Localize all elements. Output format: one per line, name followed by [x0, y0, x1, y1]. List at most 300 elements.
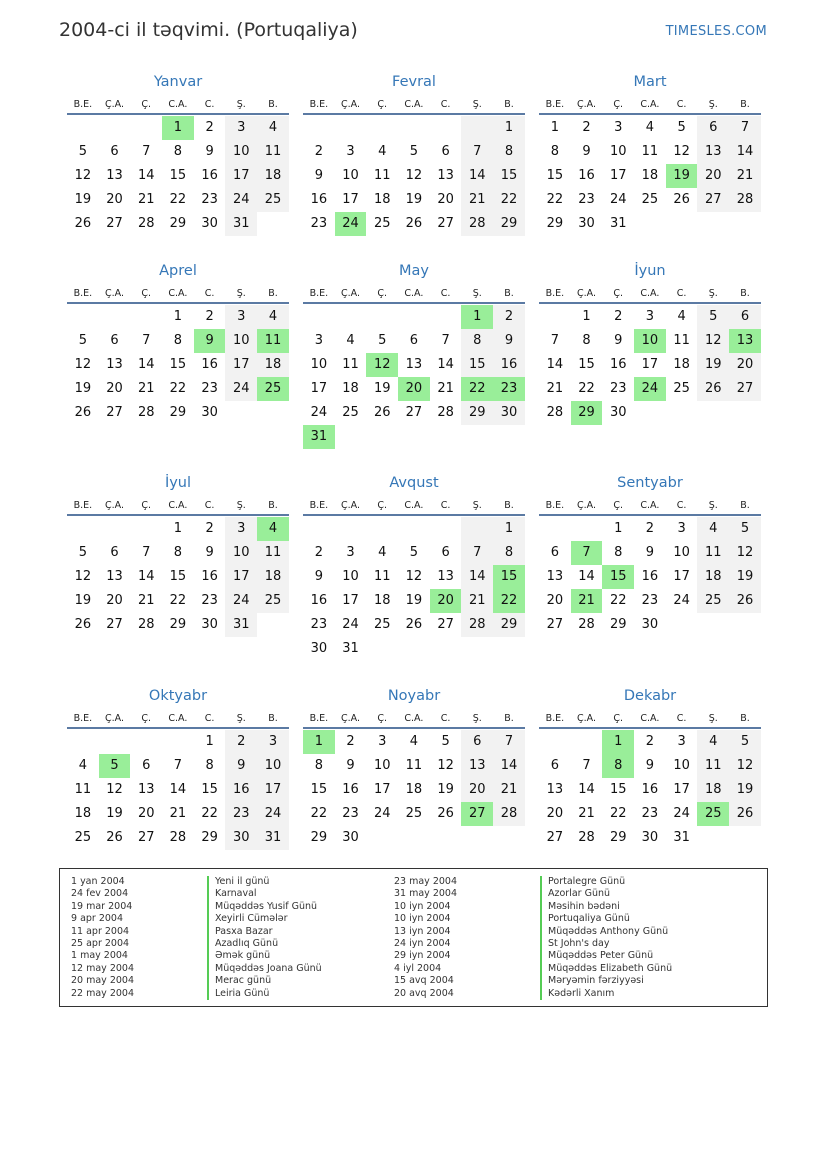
empty-cell: [130, 116, 162, 140]
empty-cell: [335, 305, 367, 329]
day-cell: 23: [641, 806, 659, 821]
day-cell: 4: [677, 309, 686, 324]
day-grid: [539, 730, 761, 850]
holiday-day-cell: 7: [571, 541, 603, 565]
day-cell: 14: [137, 569, 155, 584]
weekday-label: Ş.: [472, 288, 482, 299]
holiday-day-cell: 5: [99, 754, 131, 778]
day-cell: 5: [409, 545, 419, 560]
day-cell: 8: [173, 333, 183, 348]
day-cell: 7: [441, 333, 450, 348]
day-cell: 27: [546, 830, 564, 845]
day-cell: 24: [257, 802, 289, 826]
day-grid: [303, 730, 525, 850]
day-cell: 5: [409, 144, 419, 159]
day-cell: 13: [137, 782, 155, 797]
day-cell: 11: [673, 333, 690, 348]
empty-cell: [571, 517, 603, 541]
day-cell: 2: [493, 305, 525, 329]
day-cell: 17: [609, 168, 627, 183]
day-cell: 21: [437, 381, 454, 396]
empty-cell: [99, 116, 131, 140]
day-cell: 16: [201, 357, 218, 372]
weekday-label: Ç.: [613, 99, 624, 110]
weekday-label: Ş.: [708, 500, 718, 511]
day-cell: 9: [493, 329, 525, 353]
day-cell: 10: [225, 329, 257, 353]
day-cell: 14: [461, 565, 493, 589]
day-cell: 30: [342, 830, 359, 845]
holiday-day-cell: 20: [398, 377, 430, 401]
day-cell: 31: [609, 216, 627, 231]
page-title: 2004-ci il təqvimi. (Portuqaliya): [59, 19, 358, 41]
holiday-name: Pasxa Bazar: [207, 926, 322, 938]
day-cell: 3: [677, 521, 686, 536]
day-cell: 8: [550, 144, 559, 159]
day-cell: 30: [493, 401, 525, 425]
day-cell: 3: [645, 309, 655, 324]
day-cell: 29: [461, 401, 493, 425]
day-cell: 24: [225, 589, 257, 613]
day-cell: 4: [257, 305, 289, 329]
day-cell: 13: [437, 168, 454, 183]
weekday-label: B.E.: [545, 713, 565, 724]
day-cell: 21: [461, 188, 493, 212]
weekday-header: [303, 95, 525, 115]
month-name: Yanvar: [153, 74, 203, 90]
day-cell: 11: [257, 541, 289, 565]
day-cell: 30: [201, 617, 218, 632]
month-name: Fevral: [392, 74, 436, 90]
day-cell: 6: [729, 305, 761, 329]
day-cell: 24: [609, 192, 627, 207]
empty-cell: [366, 517, 398, 541]
day-cell: 18: [373, 192, 391, 207]
day-cell: 6: [461, 730, 493, 754]
day-cell: 18: [641, 168, 659, 183]
day-cell: 6: [110, 545, 119, 560]
day-cell: 30: [225, 826, 257, 850]
empty-cell: [571, 730, 603, 754]
holiday-day-cell: 25: [697, 802, 729, 826]
weekday-label: C.A.: [640, 99, 660, 110]
day-cell: 2: [225, 730, 257, 754]
day-cell: 8: [314, 758, 323, 773]
holiday-day-cell: 15: [493, 565, 525, 589]
empty-cell: [430, 517, 462, 541]
day-cell: 7: [142, 545, 151, 560]
holiday-name: Əmək günü: [207, 950, 322, 962]
weekday-label: C.: [676, 500, 687, 511]
weekday-label: Ş.: [708, 288, 718, 299]
day-cell: 4: [257, 116, 289, 140]
empty-cell: [335, 517, 367, 541]
day-cell: 25: [641, 192, 659, 207]
day-cell: 14: [137, 357, 155, 372]
day-cell: 23: [578, 192, 595, 207]
day-cell: 20: [137, 806, 155, 821]
day-cell: 4: [697, 730, 729, 754]
weekday-label: B.: [268, 288, 278, 299]
empty-cell: [398, 517, 430, 541]
day-cell: 13: [405, 357, 423, 372]
empty-cell: [130, 305, 162, 329]
day-cell: 28: [137, 216, 155, 231]
day-cell: 9: [314, 569, 323, 584]
holiday-day-cell: 12: [366, 353, 398, 377]
weekday-label: C.A.: [404, 500, 424, 511]
day-cell: 24: [310, 405, 328, 420]
day-cell: 3: [314, 333, 323, 348]
weekday-label: Ç.: [141, 500, 152, 511]
day-cell: 4: [378, 144, 387, 159]
day-cell: 27: [729, 377, 761, 401]
weekday-label: B.E.: [309, 713, 329, 724]
holiday-list: [59, 868, 768, 1007]
day-cell: 14: [137, 168, 155, 183]
day-cell: 15: [609, 782, 627, 797]
day-cell: 25: [74, 830, 92, 845]
day-cell: 28: [169, 830, 187, 845]
weekday-label: Ç.A.: [105, 99, 125, 110]
day-grid: [303, 517, 525, 661]
day-cell: 3: [677, 734, 686, 749]
day-cell: 20: [697, 164, 729, 188]
day-cell: 3: [346, 144, 355, 159]
holiday-date: 12 may 2004: [71, 962, 135, 974]
day-cell: 9: [314, 168, 323, 183]
day-cell: 14: [578, 569, 595, 584]
day-cell: 26: [437, 806, 454, 821]
month-name: May: [399, 263, 429, 279]
day-cell: 18: [697, 565, 729, 589]
weekday-header: [67, 709, 289, 729]
holiday-name: Məsihin bədəni: [540, 901, 672, 913]
day-cell: 28: [493, 802, 525, 826]
day-cell: 30: [310, 641, 328, 656]
day-cell: 13: [461, 754, 493, 778]
weekday-label: B.E.: [545, 99, 565, 110]
month-name: Oktyabr: [148, 688, 208, 704]
empty-cell: [398, 305, 430, 329]
holiday-day-cell: 23: [493, 377, 525, 401]
day-cell: 23: [310, 216, 328, 231]
day-cell: 15: [578, 357, 595, 372]
day-cell: 1: [614, 521, 623, 536]
day-cell: 23: [201, 593, 218, 608]
day-cell: 22: [546, 192, 564, 207]
weekday-label: C.: [204, 99, 215, 110]
holiday-name: Müqəddəs Anthony Günü: [540, 926, 672, 938]
day-cell: 30: [201, 216, 218, 231]
day-cell: 22: [493, 188, 525, 212]
holiday-day-cell: 1: [162, 116, 194, 140]
weekday-label: Ç.: [377, 288, 388, 299]
holiday-names-col-1: [207, 876, 322, 1000]
day-cell: 19: [697, 353, 729, 377]
weekday-label: Ç.A.: [105, 288, 125, 299]
day-cell: 5: [697, 305, 729, 329]
day-cell: 23: [225, 802, 257, 826]
day-cell: 16: [493, 353, 525, 377]
day-cell: 31: [342, 641, 359, 656]
weekday-label: B.E.: [73, 500, 93, 511]
day-cell: 8: [493, 140, 525, 164]
holiday-day-cell: 24: [634, 377, 666, 401]
day-cell: 2: [205, 521, 214, 536]
day-cell: 4: [645, 120, 655, 135]
weekday-label: C.A.: [168, 713, 188, 724]
day-cell: 6: [697, 116, 729, 140]
weekday-label: B.: [268, 99, 278, 110]
weekday-label: Ç.: [613, 500, 624, 511]
day-cell: 10: [373, 758, 391, 773]
holiday-day-cell: 25: [257, 377, 289, 401]
holiday-name: Yeni il günü: [207, 876, 322, 888]
weekday-header: [539, 95, 761, 115]
day-cell: 2: [314, 545, 323, 560]
day-cell: 15: [310, 782, 328, 797]
day-cell: 22: [169, 381, 187, 396]
holiday-day-cell: 13: [729, 329, 761, 353]
day-cell: 20: [546, 593, 564, 608]
holiday-day-cell: 19: [666, 164, 698, 188]
day-cell: 11: [697, 754, 729, 778]
day-cell: 5: [378, 333, 387, 348]
holiday-date: 10 iyn 2004: [394, 900, 451, 912]
weekday-label: Ç.A.: [577, 713, 597, 724]
weekday-label: C.A.: [168, 99, 188, 110]
weekday-header: [539, 284, 761, 304]
weekday-label: B.E.: [73, 713, 93, 724]
day-grid: [67, 730, 289, 850]
day-cell: 16: [310, 192, 328, 207]
holiday-date: 29 iyn 2004: [394, 950, 451, 962]
day-cell: 21: [169, 806, 187, 821]
day-cell: 25: [342, 405, 359, 420]
holiday-date: 23 may 2004: [394, 876, 458, 887]
month-name: Sentyabr: [617, 475, 683, 491]
weekday-label: B.: [740, 500, 750, 511]
weekday-label: C.A.: [640, 500, 660, 511]
day-cell: 11: [641, 144, 659, 159]
day-cell: 28: [578, 617, 595, 632]
empty-cell: [461, 116, 493, 140]
holiday-name: Portuqaliya Günü: [540, 913, 672, 925]
empty-cell: [539, 517, 571, 541]
day-cell: 14: [437, 357, 454, 372]
day-cell: 9: [645, 545, 655, 560]
holiday-date: 20 avq 2004: [394, 987, 454, 999]
day-cell: 29: [546, 216, 564, 231]
day-cell: 22: [169, 192, 187, 207]
day-cell: 26: [729, 589, 761, 613]
day-cell: 30: [641, 830, 659, 845]
day-cell: 24: [373, 806, 391, 821]
day-cell: 29: [201, 830, 218, 845]
month-name: Avqust: [389, 475, 439, 491]
day-cell: 18: [74, 806, 92, 821]
day-cell: 17: [225, 353, 257, 377]
weekday-label: B.E.: [73, 99, 93, 110]
day-cell: 27: [106, 405, 123, 420]
day-cell: 6: [550, 758, 559, 773]
weekday-label: Ş.: [236, 288, 246, 299]
weekday-label: C.: [440, 500, 451, 511]
holiday-names-col-2: [540, 876, 672, 1000]
day-cell: 23: [342, 806, 359, 821]
holiday-day-cell: 21: [571, 589, 603, 613]
month-name: İyun: [634, 263, 666, 279]
day-cell: 11: [342, 357, 359, 372]
weekday-header: [67, 496, 289, 516]
day-cell: 11: [405, 758, 423, 773]
day-cell: 16: [641, 782, 659, 797]
day-cell: 10: [225, 140, 257, 164]
holiday-day-cell: 22: [461, 377, 493, 401]
day-grid: [303, 305, 525, 449]
day-cell: 9: [205, 545, 214, 560]
weekday-label: Ç.A.: [577, 288, 597, 299]
month-name: Mart: [633, 74, 667, 90]
day-cell: 28: [437, 405, 454, 420]
day-cell: 25: [257, 188, 289, 212]
weekday-header: [539, 496, 761, 516]
empty-cell: [67, 305, 99, 329]
day-cell: 27: [106, 216, 123, 231]
day-cell: 15: [461, 353, 493, 377]
weekday-label: C.: [204, 500, 215, 511]
day-cell: 24: [225, 188, 257, 212]
holiday-day-cell: 1: [602, 730, 634, 754]
day-cell: 25: [373, 617, 391, 632]
day-cell: 12: [74, 357, 92, 372]
day-cell: 17: [342, 593, 359, 608]
day-cell: 21: [546, 381, 564, 396]
month-12: [539, 686, 761, 850]
day-cell: 5: [78, 333, 87, 348]
holiday-day-cell: 8: [602, 754, 634, 778]
day-cell: 29: [609, 830, 627, 845]
day-cell: 5: [729, 517, 761, 541]
weekday-label: Ş.: [236, 500, 246, 511]
day-cell: 13: [546, 569, 564, 584]
day-cell: 17: [225, 565, 257, 589]
month-10: [67, 686, 289, 850]
weekday-label: B.E.: [545, 288, 565, 299]
day-cell: 26: [729, 802, 761, 826]
day-cell: 27: [437, 216, 454, 231]
day-cell: 10: [257, 754, 289, 778]
holiday-date: 20 may 2004: [71, 975, 135, 987]
day-cell: 28: [137, 617, 155, 632]
weekday-label: Ç.A.: [105, 500, 125, 511]
day-cell: 30: [641, 617, 659, 632]
day-cell: 26: [74, 405, 92, 420]
day-cell: 15: [169, 569, 187, 584]
weekday-label: C.: [440, 288, 451, 299]
day-cell: 28: [546, 405, 564, 420]
weekday-label: Ç.A.: [341, 99, 361, 110]
empty-cell: [303, 116, 335, 140]
holiday-date: 13 iyn 2004: [394, 925, 451, 937]
day-cell: 26: [74, 216, 92, 231]
weekday-label: Ç.A.: [341, 713, 361, 724]
day-cell: 10: [310, 357, 328, 372]
day-cell: 30: [609, 405, 627, 420]
day-cell: 31: [673, 830, 690, 845]
weekday-header: [539, 709, 761, 729]
holiday-day-cell: 15: [602, 565, 634, 589]
day-cell: 26: [74, 617, 92, 632]
empty-cell: [335, 116, 367, 140]
day-cell: 21: [493, 778, 525, 802]
day-cell: 12: [405, 168, 423, 183]
weekday-label: Ş.: [472, 99, 482, 110]
day-cell: 4: [346, 333, 355, 348]
day-cell: 22: [169, 593, 187, 608]
day-cell: 4: [409, 734, 419, 749]
day-cell: 26: [373, 405, 391, 420]
holiday-name: Azorlar Günü: [540, 888, 672, 900]
weekday-label: Ş.: [236, 99, 246, 110]
holiday-day-cell: 29: [571, 401, 603, 425]
day-cell: 18: [257, 353, 289, 377]
brand-link[interactable]: TIMESLES.COM: [665, 24, 767, 39]
weekday-header: [303, 284, 525, 304]
day-cell: 21: [578, 806, 595, 821]
day-cell: 30: [201, 405, 218, 420]
day-cell: 25: [673, 381, 690, 396]
day-cell: 20: [729, 353, 761, 377]
day-cell: 25: [257, 589, 289, 613]
day-cell: 2: [314, 144, 323, 159]
day-cell: 11: [373, 168, 391, 183]
day-cell: 7: [461, 541, 493, 565]
day-cell: 9: [346, 758, 355, 773]
day-cell: 15: [201, 782, 218, 797]
day-cell: 14: [729, 140, 761, 164]
day-cell: 6: [441, 545, 450, 560]
day-cell: 29: [169, 216, 187, 231]
weekday-label: Ç.: [613, 713, 624, 724]
day-cell: 28: [729, 188, 761, 212]
weekday-label: Ç.: [377, 500, 388, 511]
day-cell: 13: [697, 140, 729, 164]
weekday-label: C.A.: [640, 713, 660, 724]
day-cell: 18: [405, 782, 423, 797]
day-cell: 11: [697, 541, 729, 565]
day-cell: 21: [137, 192, 155, 207]
holiday-date: 25 apr 2004: [71, 937, 130, 949]
weekday-label: B.E.: [309, 288, 329, 299]
day-cell: 7: [173, 758, 183, 773]
weekday-label: B.E.: [545, 500, 565, 511]
day-grid: [539, 305, 761, 425]
day-cell: 10: [673, 758, 690, 773]
empty-cell: [366, 116, 398, 140]
day-cell: 16: [578, 168, 595, 183]
empty-cell: [430, 116, 462, 140]
day-cell: 12: [74, 168, 92, 183]
weekday-label: Ç.: [141, 99, 152, 110]
day-cell: 8: [173, 545, 183, 560]
empty-cell: [99, 517, 131, 541]
day-cell: 29: [493, 212, 525, 236]
day-cell: 10: [609, 144, 627, 159]
day-cell: 25: [373, 216, 391, 231]
empty-cell: [303, 305, 335, 329]
